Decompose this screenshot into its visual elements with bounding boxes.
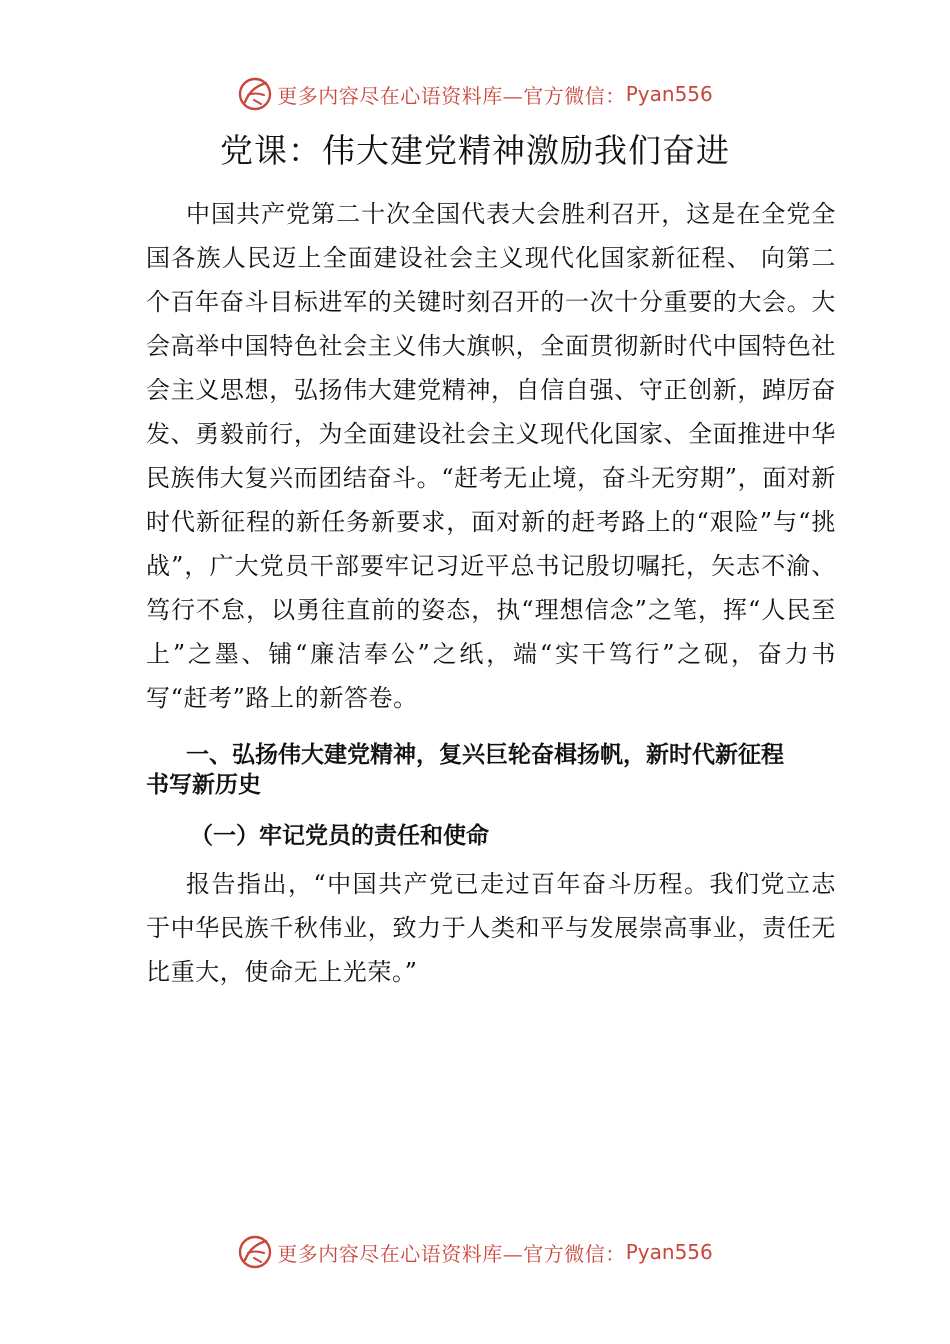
watermark-text: 更多内容尽在心语资料库—官方微信： <box>277 83 626 108</box>
subsection-paragraph: 报告指出，“中国共产党已走过百年奋斗历程。我们党立志于中华民族千秋伟业，致力于人类和平与发展崇高事业，责任无比重大，使命无上光荣。” <box>146 870 836 986</box>
intro-paragraph: 中国共产党第二十次全国代表大会胜利召开，这是在全党全国各族人民迈上全面建设社会主义现代化国家新征程、 向第二个百年奋斗目标进军的关键时刻召开的一次十分重要的大会。大会高举中国特色社会主义伟大旗帜，全面贯彻新时代中国特色社会主义思想，弘扬伟大建党精神，自信自强、守正创新，踔厉奋发、勇毅前行，为全面建设社会主义现代化国家、全面推进中华民族伟大复兴而团结奋斗。“赶考无止境，奋斗无穷期”，面对新时代新征程的新任务新要求，面对新的赶考路上的“艰险”与“挑战”，广大党员干部要牢记习近平总书记殷切嘱托，矢志不渝、笃行不怠，以勇往直前的姿态，执“理想信念”之笔，挥“人民至上”之墨、铺“廉洁奉公”之纸，端“实干笃行”之砚，奋力书写“赶考”路上的新答卷。 <box>146 200 836 712</box>
document-body <box>146 192 836 994</box>
watermark-wechat-id: Pyan556 <box>625 82 713 106</box>
watermark-wechat-id: Pyan556 <box>625 1240 713 1264</box>
brand-logo-icon <box>237 1234 273 1270</box>
page-title: 党课：伟大建党精神激励我们奋进 <box>220 131 730 170</box>
header-watermark <box>0 74 950 114</box>
footer-watermark <box>0 1232 950 1272</box>
brand-logo-icon <box>237 76 273 112</box>
subsection-heading: （一）牢记党员的责任和使命 <box>190 823 489 849</box>
watermark-text: 更多内容尽在心语资料库—官方微信： <box>277 1241 626 1266</box>
section-heading: 一、弘扬伟大建党精神，复兴巨轮奋楫扬帆，新时代新征程书写新历史 <box>146 742 784 798</box>
